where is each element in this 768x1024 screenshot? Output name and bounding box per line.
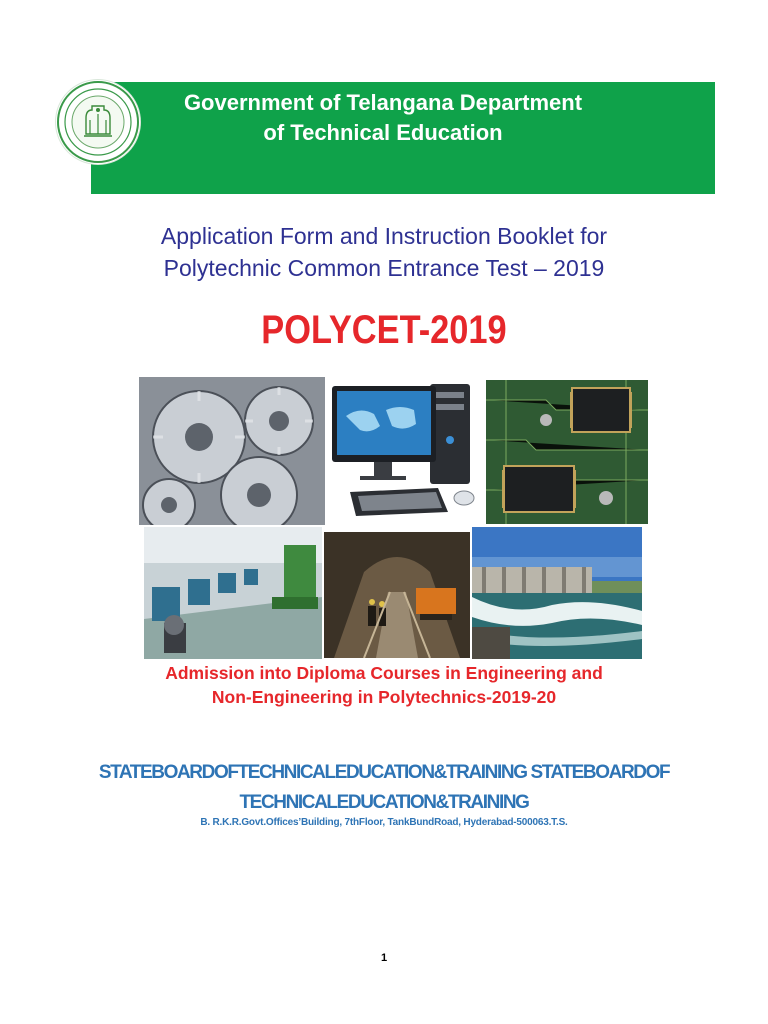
dam-spillway-photo <box>472 527 642 659</box>
department-title-line2: of Technical Education <box>263 120 503 145</box>
mine-tunnel-photo <box>324 532 470 658</box>
admission-line2: Non-Engineering in Polytechnics-2019-20 <box>211 687 557 707</box>
department-title <box>91 88 675 148</box>
board-address: B. R.K.R.Govt.Offices’Building, 7thFloor, TankBundRoad, Hyderabad-500063.T.S. <box>200 817 568 828</box>
department-title-line1: Government of Telangana Department <box>183 90 583 115</box>
booklet-title-line2: Polytechnic Common Entrance Test – 2019 <box>163 255 605 281</box>
header-banner <box>91 82 715 194</box>
booklet-title <box>60 220 708 284</box>
circuit-board-photo <box>486 380 648 524</box>
board-line1: STATEBOARDOFTECHNICALEDUCATION&TRAINING STATEBOARDOF <box>98 762 670 783</box>
admission-line1: Admission into Diploma Courses in Engineering and <box>165 663 603 683</box>
board-line2: TECHNICALEDUCATION&TRAINING <box>239 792 529 813</box>
desktop-computer-photo <box>330 380 482 522</box>
admission-subtitle <box>60 661 708 709</box>
gears-photo <box>139 377 325 525</box>
issuing-board <box>40 758 728 818</box>
exam-name-heading: POLYCET-2019 <box>261 308 507 352</box>
workshop-machines-photo <box>144 527 322 659</box>
page-number: 1 <box>380 952 388 964</box>
telangana-emblem-logo <box>56 80 140 164</box>
booklet-title-line1: Application Form and Instruction Booklet for <box>160 223 608 249</box>
